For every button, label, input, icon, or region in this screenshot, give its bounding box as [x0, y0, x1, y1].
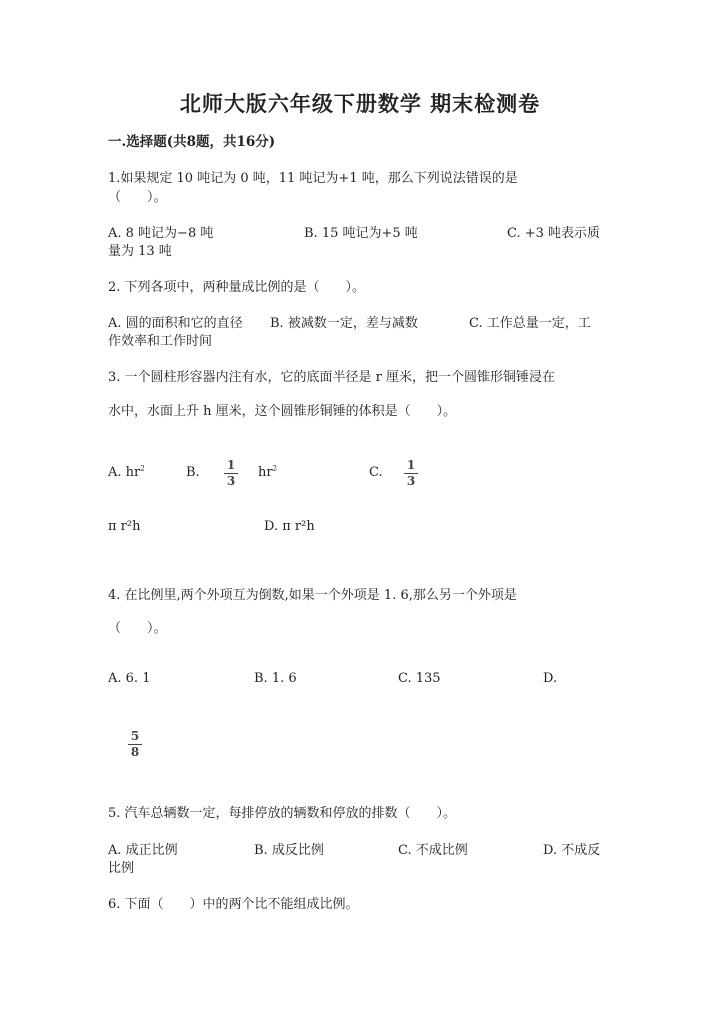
q3-option-c[interactable]: C. — [369, 465, 383, 480]
q5-option-c[interactable]: C. 不成比例 — [398, 843, 468, 858]
q2-option-c[interactable]: C. 工作总量一定，工 — [469, 316, 591, 331]
q3-option-b-denominator: 3 — [226, 474, 236, 488]
q4-option-d-numerator: 5 — [130, 729, 140, 743]
q3-option-b-exponent: 2 — [272, 464, 278, 473]
q1-option-b[interactable]: B. 15 吨记为+5 吨 — [304, 226, 418, 241]
q6-stem: 6. 下面（ ）中的两个比不能组成比例。 — [108, 897, 359, 912]
q5-option-d-cont: 比例 — [108, 861, 135, 876]
q3-option-c-tail: π r²h — [108, 519, 141, 534]
q3-stem-line2: 水中，水面上升 h 厘米，这个圆锥形铜锤的体积是（ ）。 — [108, 404, 457, 419]
q3-option-a[interactable] — [108, 464, 145, 482]
q5-option-d[interactable]: D. 不成反 — [543, 843, 601, 858]
q1-option-a[interactable]: A. 8 吨记为−8 吨 — [108, 226, 214, 241]
q2-option-a[interactable]: A. 圆的面积和它的直径 — [108, 316, 243, 331]
q3-option-b[interactable]: B. — [186, 465, 200, 480]
q3-option-d[interactable]: D. π r²h — [264, 519, 315, 534]
q4-option-d-denominator: 8 — [130, 745, 140, 759]
q4-option-c[interactable]: C. 135 — [398, 671, 441, 686]
q1-option-c-cont: 量为 13 吨 — [108, 244, 172, 259]
q2-stem: 2. 下列各项中，两种量成比例的是（ ）。 — [108, 280, 366, 295]
page-title: 北师大版六年级下册数学 期末检测卷 — [179, 91, 541, 116]
q4-stem-line1: 4. 在比例里,两个外项互为倒数,如果一个外项是 1. 6,那么另一个外项是 — [108, 588, 517, 603]
q3-option-b-numerator: 1 — [226, 458, 236, 472]
q2-option-b[interactable]: B. 被减数一定，差与减数 — [270, 316, 418, 331]
q5-stem: 5. 汽车总辆数一定，每排停放的辆数和停放的排数（ ）。 — [108, 806, 457, 821]
q3-option-b-fraction — [224, 459, 238, 488]
q3-option-a-exponent: 2 — [140, 464, 145, 473]
q2-option-c-cont: 作效率和工作时间 — [108, 334, 213, 349]
q3-stem-line1: 3. 一个圆柱形容器内注有水，它的底面半径是 r 厘米，把一个圆锥形铜锤浸在 — [108, 370, 556, 385]
section-heading: 一.选择题(共8题，共16分) — [108, 134, 276, 150]
q3-option-a-text: A. hr — [108, 465, 141, 480]
q4-option-a[interactable]: A. 6. 1 — [108, 671, 151, 686]
q3-option-c-denominator: 3 — [406, 474, 416, 488]
q4-option-b[interactable]: B. 1. 6 — [254, 671, 297, 686]
q4-stem-line2: （ ）。 — [108, 621, 167, 636]
q1-stem-line2: （ ）。 — [108, 190, 167, 205]
q3-option-b-tail-text: hr — [258, 465, 273, 480]
q5-option-a[interactable]: A. 成正比例 — [108, 843, 178, 858]
q4-option-d-fraction — [128, 730, 142, 759]
q5-option-b[interactable]: B. 成反比例 — [254, 843, 324, 858]
q1-option-c[interactable]: C. +3 吨表示质 — [507, 226, 601, 241]
q4-option-d[interactable]: D. — [543, 671, 558, 686]
q3-option-c-fraction — [404, 459, 418, 488]
q3-option-c-numerator: 1 — [406, 458, 416, 472]
q1-stem-line1: 1.如果规定 10 吨记为 0 吨，11 吨记为+1 吨，那么下列说法错误的是 — [108, 171, 518, 186]
q3-option-b-tail — [258, 464, 277, 482]
